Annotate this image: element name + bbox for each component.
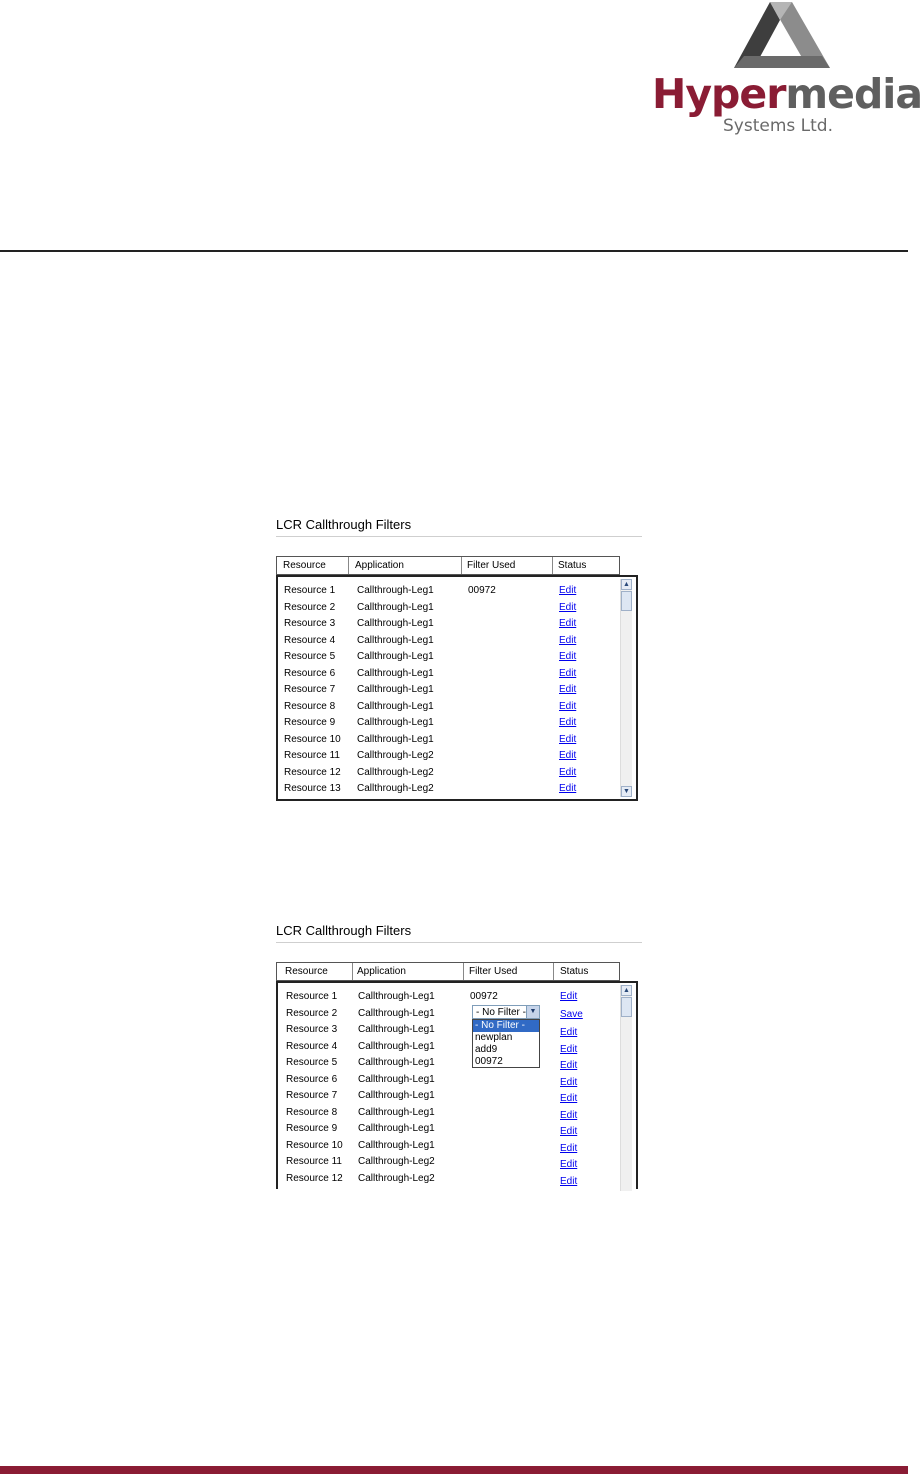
column-header-resource: Resource (285, 966, 328, 977)
table-row (278, 1006, 618, 1022)
application-cell: Callthrough-Leg1 (358, 1024, 435, 1035)
company-logo (646, 0, 922, 140)
column-header-application: Application (357, 966, 406, 977)
chevron-down-icon[interactable]: ▼ (526, 1006, 539, 1018)
column-header-application: Application (355, 560, 404, 571)
table-row (278, 682, 618, 698)
table-row (278, 1088, 618, 1104)
status-link[interactable]: Edit (559, 750, 577, 761)
application-cell: Callthrough-Leg1 (358, 1090, 435, 1101)
status-link[interactable]: Edit (559, 766, 577, 778)
application-cell: Callthrough-Leg1 (358, 1057, 435, 1068)
table-body[interactable] (276, 981, 638, 1189)
application-cell: Callthrough-Leg2 (357, 750, 434, 761)
application-cell: Callthrough-Leg2 (357, 783, 434, 794)
resource-cell: Resource 9 (284, 717, 336, 728)
scrollbar-thumb[interactable] (621, 997, 632, 1017)
resource-cell: Resource 9 (286, 1123, 338, 1134)
application-cell: Callthrough-Leg1 (357, 684, 434, 695)
table-row (278, 765, 618, 781)
status-link[interactable]: Edit (559, 667, 577, 679)
table-row (278, 666, 618, 682)
status-link[interactable]: Edit (560, 1027, 578, 1038)
panel-title: LCR Callthrough Filters (276, 517, 412, 532)
application-cell: Callthrough-Leg1 (357, 733, 434, 745)
application-cell: Callthrough-Leg1 (358, 1139, 435, 1151)
resource-cell: Resource 6 (286, 1073, 338, 1085)
filter-select-value: - No Filter - (476, 1007, 526, 1018)
application-cell: Callthrough-Leg1 (357, 601, 434, 613)
vertical-scrollbar[interactable] (620, 985, 632, 1191)
filter-option[interactable]: newplan (475, 1032, 513, 1043)
table-row (278, 583, 618, 599)
application-cell: Callthrough-Leg1 (357, 634, 434, 646)
table-row (278, 1039, 618, 1055)
application-cell: Callthrough-Leg1 (357, 700, 434, 712)
table-row (278, 633, 618, 649)
resource-cell: Resource 5 (286, 1057, 338, 1068)
resource-cell: Resource 1 (284, 585, 336, 596)
status-link[interactable]: Edit (559, 717, 577, 728)
resource-cell: Resource 5 (284, 651, 336, 662)
table-header (276, 556, 620, 575)
scroll-up-arrow-icon[interactable]: ▲ (621, 985, 632, 996)
status-link[interactable]: Edit (560, 1142, 578, 1154)
application-cell: Callthrough-Leg1 (357, 651, 434, 662)
table-row (278, 649, 618, 665)
resource-cell: Resource 12 (284, 766, 341, 778)
status-link[interactable]: Edit (559, 585, 577, 596)
status-link[interactable]: Edit (560, 1175, 578, 1187)
header-divider (0, 250, 908, 252)
filter-cell: 00972 (470, 991, 498, 1002)
status-link[interactable]: Edit (559, 601, 577, 613)
application-cell: Callthrough-Leg1 (357, 667, 434, 679)
application-cell: Callthrough-Leg1 (358, 991, 435, 1002)
application-cell: Callthrough-Leg2 (358, 1156, 435, 1167)
resource-cell: Resource 3 (284, 618, 336, 629)
application-cell: Callthrough-Leg1 (357, 717, 434, 728)
resource-cell: Resource 6 (284, 667, 336, 679)
filter-option[interactable]: - No Filter - (473, 1020, 539, 1032)
table-row (278, 1138, 618, 1154)
application-cell: Callthrough-Leg2 (357, 766, 434, 778)
resource-cell: Resource 8 (284, 700, 336, 712)
status-link[interactable]: Edit (559, 700, 577, 712)
status-link[interactable]: Edit (559, 684, 577, 695)
filter-dropdown-list[interactable] (472, 1019, 540, 1068)
table-row (278, 699, 618, 715)
title-divider (276, 942, 642, 943)
table-row (278, 732, 618, 748)
column-header-filter-used: Filter Used (467, 560, 516, 571)
resource-cell: Resource 12 (286, 1172, 343, 1184)
filter-option[interactable]: 00972 (475, 1056, 503, 1067)
table-row (278, 1105, 618, 1121)
resource-cell: Resource 10 (284, 733, 341, 745)
table-row (278, 1154, 618, 1170)
resource-cell: Resource 1 (286, 991, 338, 1002)
status-link[interactable]: Edit (559, 634, 577, 646)
scrollbar-thumb[interactable] (621, 591, 632, 611)
table-row (278, 1022, 618, 1038)
filter-option[interactable]: add9 (475, 1044, 498, 1055)
filters-panel-default (276, 516, 642, 795)
resource-cell: Resource 11 (286, 1156, 342, 1167)
status-link[interactable]: Save (560, 1008, 583, 1020)
table-row (278, 616, 618, 632)
application-cell: Callthrough-Leg1 (357, 618, 434, 629)
resource-cell: Resource 2 (286, 1007, 338, 1019)
status-link[interactable]: Edit (560, 1076, 578, 1088)
resource-cell: Resource 10 (286, 1139, 343, 1151)
column-header-filter-used: Filter Used (469, 966, 518, 977)
status-link[interactable]: Edit (560, 1109, 578, 1121)
status-link[interactable]: Edit (560, 1043, 578, 1055)
table-row (278, 1072, 618, 1088)
application-cell: Callthrough-Leg1 (358, 1073, 435, 1085)
status-link[interactable]: Edit (560, 1093, 578, 1104)
resource-cell: Resource 4 (286, 1040, 338, 1052)
table-row (278, 1055, 618, 1071)
table-row (278, 1171, 618, 1187)
table-row (278, 989, 618, 1005)
vertical-scrollbar[interactable] (620, 579, 632, 797)
status-link[interactable]: Edit (559, 783, 577, 794)
resource-cell: Resource 2 (284, 601, 336, 613)
filters-panel-editing (276, 922, 642, 1187)
table-row (278, 600, 618, 616)
brand-subtitle: Systems Ltd. (723, 116, 833, 136)
status-link[interactable]: Edit (559, 733, 577, 745)
triangle-logo-icon (730, 0, 840, 72)
table-body[interactable] (276, 575, 638, 801)
panel-title: LCR Callthrough Filters (276, 923, 412, 938)
application-cell: Callthrough-Leg1 (358, 1106, 435, 1118)
status-link[interactable]: Edit (560, 1126, 578, 1137)
table-row (278, 748, 618, 764)
resource-cell: Resource 7 (284, 684, 336, 695)
resource-cell: Resource 4 (284, 634, 336, 646)
resource-cell: Resource 13 (284, 783, 341, 794)
title-divider (276, 536, 642, 537)
brand-name: Hypermedia (652, 70, 922, 118)
table-header (276, 962, 620, 981)
scroll-up-arrow-icon[interactable]: ▲ (621, 579, 632, 590)
status-link[interactable]: Edit (560, 991, 578, 1002)
application-cell: Callthrough-Leg1 (358, 1123, 435, 1134)
column-header-status: Status (558, 560, 587, 571)
filter-select[interactable] (472, 1005, 540, 1019)
status-link[interactable]: Edit (559, 651, 577, 662)
resource-cell: Resource 3 (286, 1024, 338, 1035)
table-row (278, 781, 618, 797)
filter-cell: 00972 (468, 585, 496, 596)
application-cell: Callthrough-Leg1 (358, 1040, 435, 1052)
application-cell: Callthrough-Leg1 (358, 1007, 435, 1019)
column-header-status: Status (560, 966, 589, 977)
application-cell: Callthrough-Leg1 (357, 585, 434, 596)
application-cell: Callthrough-Leg2 (358, 1172, 435, 1184)
resource-cell: Resource 11 (284, 750, 340, 761)
status-link[interactable]: Edit (559, 618, 577, 629)
footer-divider (0, 1466, 908, 1474)
resource-cell: Resource 8 (286, 1106, 338, 1118)
resource-cell: Resource 7 (286, 1090, 338, 1101)
scroll-down-arrow-icon[interactable]: ▼ (621, 786, 632, 797)
table-row (278, 715, 618, 731)
column-header-resource: Resource (283, 560, 326, 571)
table-row (278, 1121, 618, 1137)
status-link[interactable]: Edit (560, 1159, 578, 1170)
status-link[interactable]: Edit (560, 1060, 578, 1071)
